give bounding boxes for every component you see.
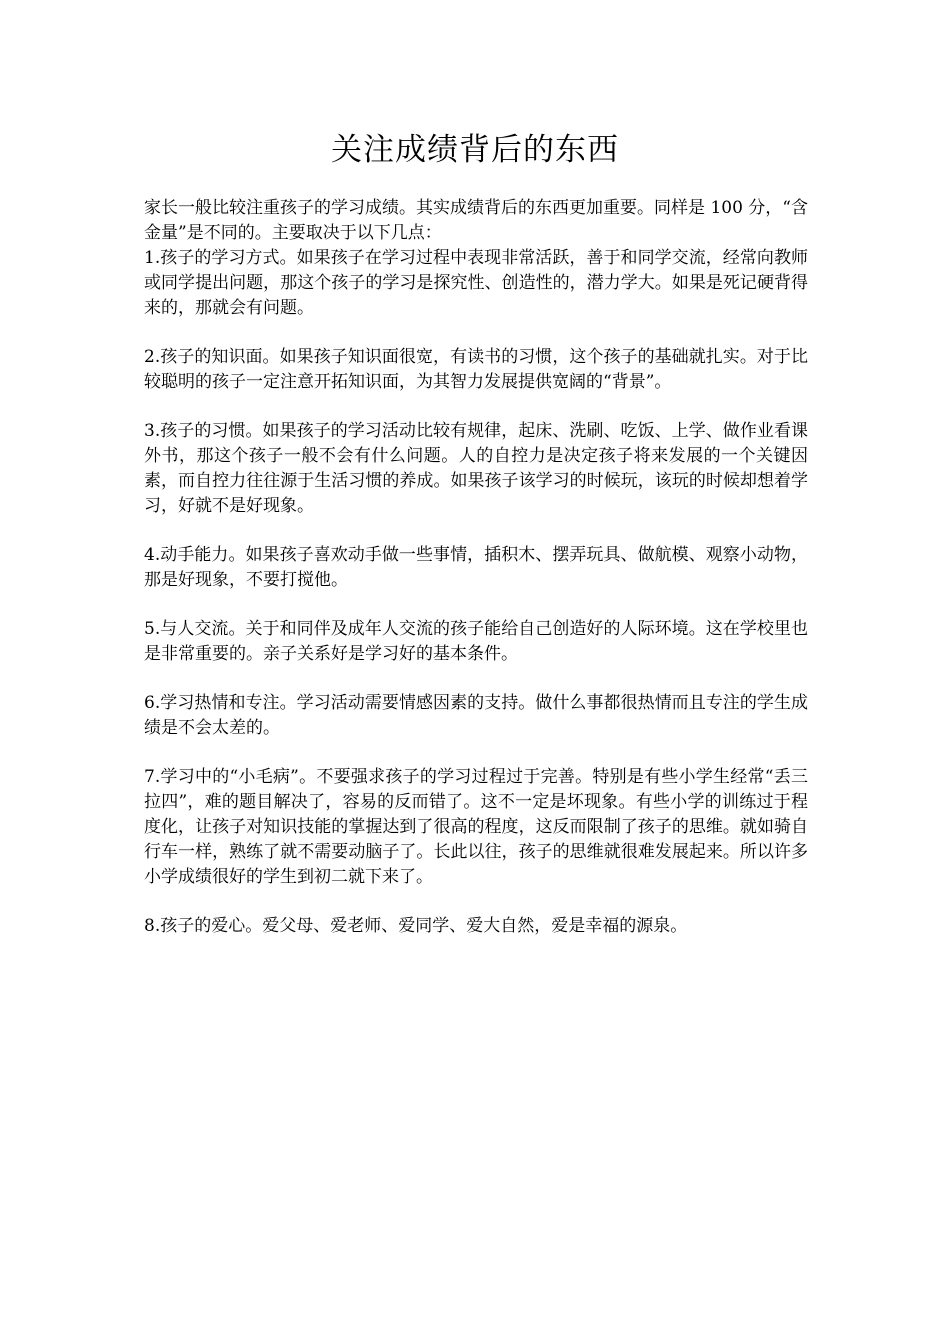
paragraph-spacer [144,593,808,617]
paragraph-spacer [144,395,808,419]
paragraph-spacer [144,321,808,345]
intro-paragraph: 家长一般比较注重孩子的学习成绩。其实成绩背后的东西更加重要。同样是 100 分，“含金量”是不同的。主要取决于以下几点： [144,198,808,243]
item-paragraph-5: 5.与人交流。关于和同伴及成年人交流的孩子能给自己创造好的人际环境。这在学校里也是非常重要的。亲子关系好是学习好的基本条件。 [144,619,808,664]
item-paragraph-2: 2.孩子的知识面。如果孩子知识面很宽，有读书的习惯，这个孩子的基础就扎实。对于比较聪明的孩子一定注意开拓知识面，为其智力发展提供宽阔的“背景”。 [144,347,808,392]
paragraph-spacer [144,667,808,691]
item-paragraph-3: 3.孩子的习惯。如果孩子的学习活动比较有规律，起床、洗刷、吃饭、上学、做作业看课外书，那这个孩子一般不会有什么问题。人的自控力是决定孩子将来发展的一个关键因素，而自控力往往源于生活习惯的养成。如果孩子该学习的时候玩，该玩的时候却想着学习，好就不是好现象。 [144,421,808,516]
item-paragraph-7: 7.学习中的“小毛病”。不要强求孩子的学习过程过于完善。特别是有些小学生经常“丢三拉四”，难的题目解决了，容易的反而错了。这不一定是坏现象。有些小学的训练过于程度化，让孩子对知识技能的掌握达到了很高的程度，这反而限制了孩子的思维。就如骑自行车一样，熟练了就不需要动脑子了。长此以往，孩子的思维就很难发展起来。所以许多小学成绩很好的学生到初二就下来了。 [144,767,808,887]
paragraph-spacer [144,890,808,914]
item-paragraph-6: 6.学习热情和专注。学习活动需要情感因素的支持。做什么事都很热情而且专注的学生成绩是不会太差的。 [144,693,808,738]
document-body [144,196,808,939]
item-paragraph-4: 4.动手能力。如果孩子喜欢动手做一些事情，插积木、摆弄玩具、做航模、观察小动物，那是好现象，不要打搅他。 [144,545,808,590]
paragraph-spacer [144,519,808,543]
item-paragraph-8: 8.孩子的爱心。爱父母、爱老师、爱同学、爱大自然，爱是幸福的源泉。 [144,916,688,936]
document-title: 关注成绩背后的东西 [331,132,619,168]
item-paragraph-1: 1.孩子的学习方式。如果孩子在学习过程中表现非常活跃，善于和同学交流，经常向教师或同学提出问题，那这个孩子的学习是探究性、创造性的，潜力学大。如果是死记硬背得来的，那就会有问题。 [144,248,808,318]
paragraph-spacer [144,741,808,765]
